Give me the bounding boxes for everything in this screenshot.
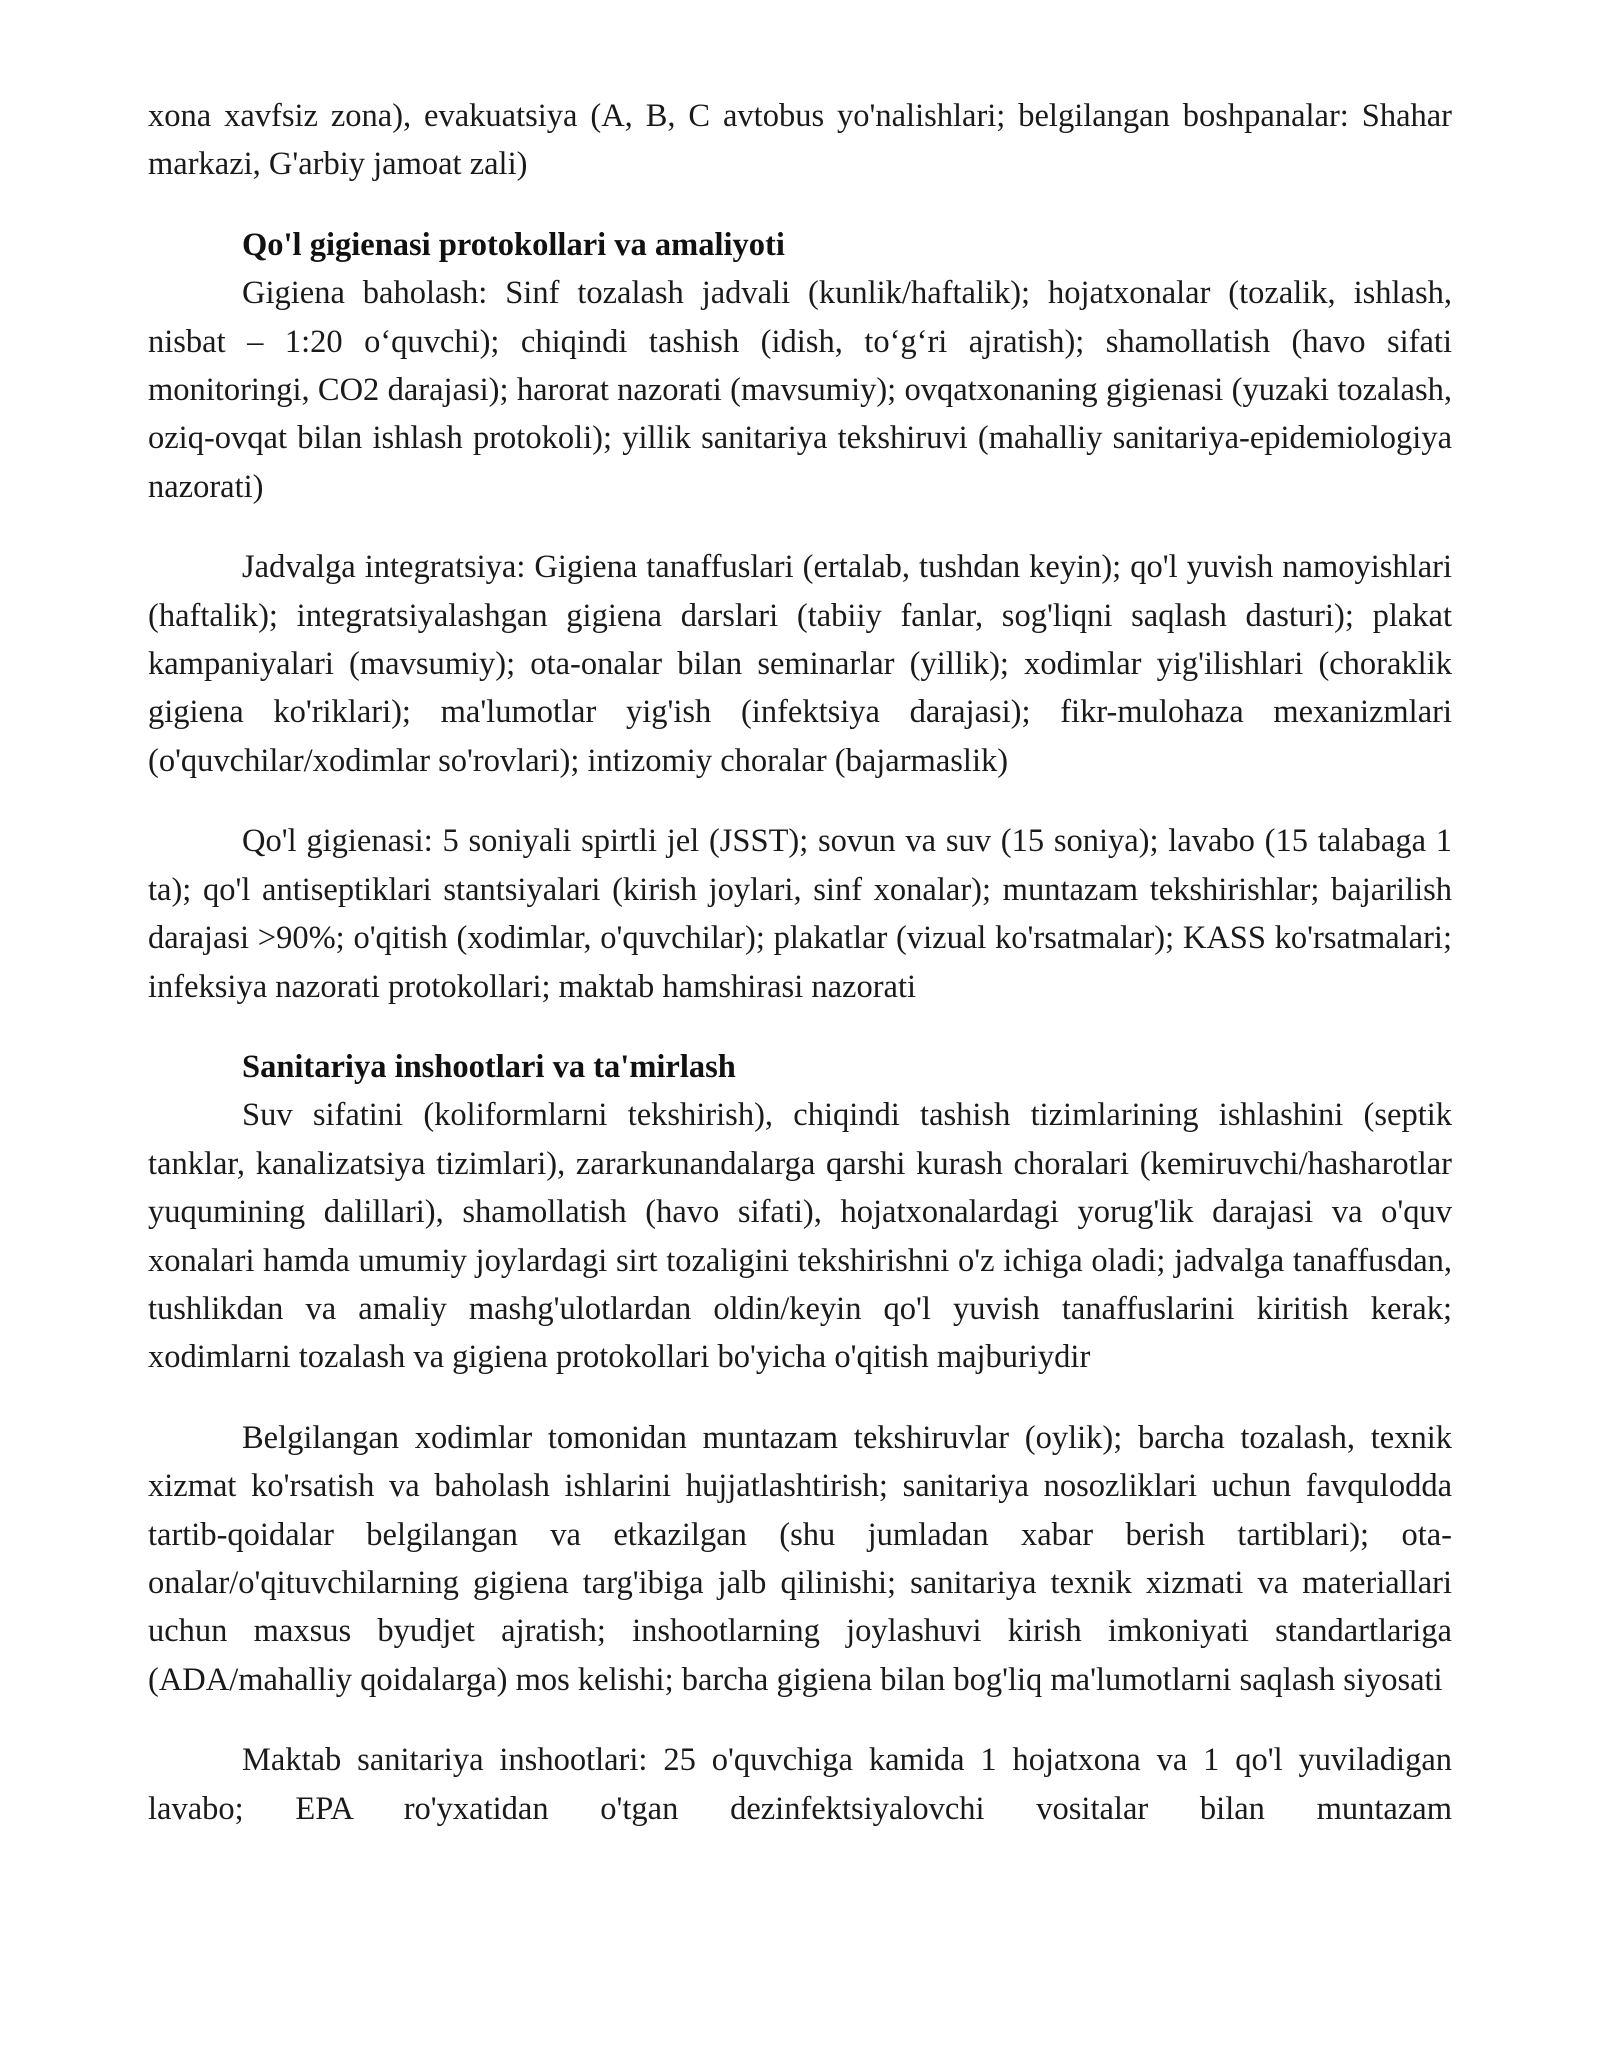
heading-hand-hygiene-protocols: Qo'l gigienasi protokollari va amaliyoti [242, 226, 785, 263]
paragraph-school-sanitation-facilities: Maktab sanitariya inshootlari: 25 o'quvchiga kamida 1 hojatxona va 1 qo'l yuviladigan lavabo; EPA ro'yxatidan o'tgan dezinfektsiyalovchi vositalar bilan muntazam [148, 1742, 1452, 1827]
paragraph-schedule-integration: Jadvalga integratsiya: Gigiena tanaffuslari (ertalab, tushdan keyin); qo'l yuvish namoyishlari (haftalik); integratsiyalashgan gigiena darslari (tabiiy fanlar, sog'liqni saqlash dasturi); plakat kampaniyalari (mavsumiy); ota-onalar bilan seminarlar (yillik); xodimlar yig'ilishlari (choraklik gigiena ko'riklari); ma'lumotlar yig'ish (infektsiya darajasi); fikr-mulohaza mexanizmlari (o'quvchilar/xodimlar so'rovlari); intizomiy choralar (bajarmaslik) [148, 549, 1452, 779]
paragraph-hand-hygiene: Qo'l gigienasi: 5 soniyali spirtli jel (JSST); sovun va suv (15 soniya); lavabo (15 talabaga 1 ta); qo'l antiseptiklari stantsiyalari (kirish joylari, sinf xonalar); muntazam tekshirishlar; bajarilish darajasi >90%; o'qitish (xodimlar, o'quvchilar); plakatlar (vizual ko'rsatmalar); KASS ko'rsatmalari; infeksiya nazorati protokollari; maktab hamshirasi nazorati [148, 823, 1452, 1005]
paragraph-regular-inspections: Belgilangan xodimlar tomonidan muntazam tekshiruvlar (oylik); barcha tozalash, texnik xizmat ko'rsatish va baholash ishlarini hujjatlashtirish; sanitariya nosozliklari uchun favqulodda tartib-qoidalar belgilangan va etkazilgan (shu jumladan xabar berish tartiblari); ota-onalar/o'qituvchilarning gigiena targ'ibiga jalb qilinishi; sanitariya texnik xizmati va materiallari uchun maxsus byudjet ajratish; inshootlarning joylashuvi kirish imkoniyati standartlariga (ADA/mahalliy qoidalarga) mos kelishi; barcha gigiena bilan bog'liq ma'lumotlarni saqlash siyosati [148, 1419, 1452, 1698]
heading-sanitation-facilities: Sanitariya inshootlari va ta'mirlash [242, 1048, 736, 1085]
paragraph-evacuation-continued: xona xavfsiz zona), evakuatsiya (A, B, C avtobus yo'nalishlari; belgilangan boshpanalar: Shahar markazi, G'arbiy jamoat zali) [148, 98, 1452, 183]
paragraph-water-quality: Suv sifatini (koliformlarni tekshirish), chiqindi tashish tizimlarining ishlashini (septik tanklar, kanalizatsiya tizimlari), zararkunandalarga qarshi kurash choralari (kemiruvchi/hasharotlar yuqumining dalillari), shamollatish (havo sifati), hojatxonalardagi yorug'lik darajasi va o'quv xonalari hamda umumiy joylardagi sirt tozaligini tekshirishni o'z ichiga oladi; jadvalga tanaffusdan, tushlikdan va amaliy mashg'ulotlardan oldin/keyin qo'l yuvish tanaffuslarini kiritish kerak; xodimlarni tozalash va gigiena protokollari bo'yicha o'qitish majburiydir [148, 1097, 1452, 1376]
paragraph-hygiene-assessment: Gigiena baholash: Sinf tozalash jadvali (kunlik/haftalik); hojatxonalar (tozalik, ishlash, nisbat – 1:20 o‘quvchi); chiqindi tashish (idish, to‘g‘ri ajratish); shamollatish (havo sifati monitoringi, CO2 darajasi); harorat nazorati (mavsumiy); ovqatxonaning gigienasi (yuzaki tozalash, oziq-ovqat bilan ishlash protokoli); yillik sanitariya tekshiruvi (mahalliy sanitariya-epidemiologiya nazorati) [148, 275, 1452, 505]
document-body [148, 92, 1452, 1833]
